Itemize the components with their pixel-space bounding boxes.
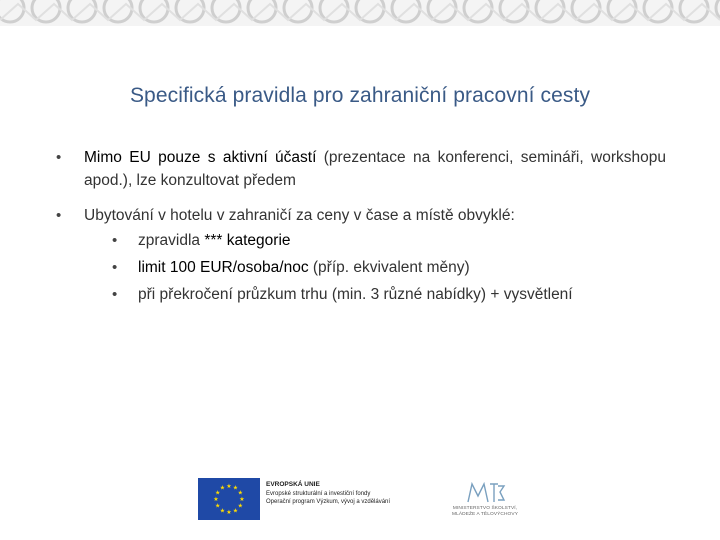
bullet-item-1 (56, 146, 666, 192)
slide-title: Specifická pravidla pro zahraniční pracovní cesty (129, 84, 591, 107)
eu-stars-icon (198, 478, 260, 520)
sub-2-post: (příp. ekvivalent měny) (308, 259, 470, 276)
svg-text:★: ★ (226, 509, 232, 516)
msmt-line-1: MINISTERSTVO ŠKOLSTVÍ, (452, 506, 518, 511)
eu-logo-text (266, 481, 436, 507)
svg-text:★: ★ (237, 502, 243, 510)
bullet-1-strong: Mimo EU pouze s aktivní účastí (84, 149, 317, 166)
msmt-logo (442, 478, 528, 522)
sub-bullet-3 (56, 281, 666, 308)
svg-text:★: ★ (226, 483, 232, 490)
msmt-monogram-icon (442, 478, 528, 506)
slide-content (56, 146, 666, 308)
eu-flag-logo (198, 478, 260, 520)
eu-line-2: Evropské strukturální a investiční fondy (266, 490, 371, 497)
decorative-header-band (0, 0, 720, 26)
svg-text:★: ★ (219, 507, 226, 515)
sub-1-strong: *** kategorie (204, 232, 291, 249)
svg-text:★: ★ (215, 502, 221, 510)
sub-1-pre: zpravidla (138, 232, 205, 249)
bullet-2-text: Ubytování v hotelu v zahraničí za ceny v čase a místě obvyklé: (84, 207, 515, 224)
svg-text:★: ★ (213, 496, 219, 503)
eu-line-3: Operační program Výzkum, vývoj a vzdělávání (266, 499, 391, 505)
ornament-pattern (0, 0, 720, 26)
svg-text:★: ★ (237, 489, 243, 497)
sub-2-strong: limit 100 EUR/osoba/noc (138, 259, 309, 276)
footer-logos (198, 478, 528, 522)
svg-text:★: ★ (239, 496, 245, 503)
svg-text:★: ★ (232, 507, 239, 515)
svg-text:★: ★ (219, 484, 226, 492)
msmt-line-2: MLÁDEŽE A TĚLOVÝCHOVY (452, 512, 518, 517)
bullet-icon: • (56, 207, 62, 224)
msmt-logo-text (442, 506, 528, 518)
bullet-1-rest: (prezentace na konferenci, semináři, workshopu apod.), lze konzultovat předem (84, 149, 666, 189)
bullet-icon: • (112, 232, 118, 249)
bullet-icon: • (56, 149, 62, 166)
sub-bullet-1 (56, 227, 666, 254)
eu-line-1: EVROPSKÁ UNIE (266, 481, 320, 488)
bullet-icon: • (112, 286, 118, 303)
svg-text:★: ★ (215, 489, 221, 497)
sub-3-pre: při překročení průzkum trhu (min. 3 různé nabídky) + vysvětlení (138, 286, 573, 303)
bullet-icon: • (112, 259, 118, 276)
bullet-item-2 (56, 204, 666, 227)
sub-bullet-2 (56, 254, 666, 281)
svg-text:★: ★ (232, 484, 239, 492)
